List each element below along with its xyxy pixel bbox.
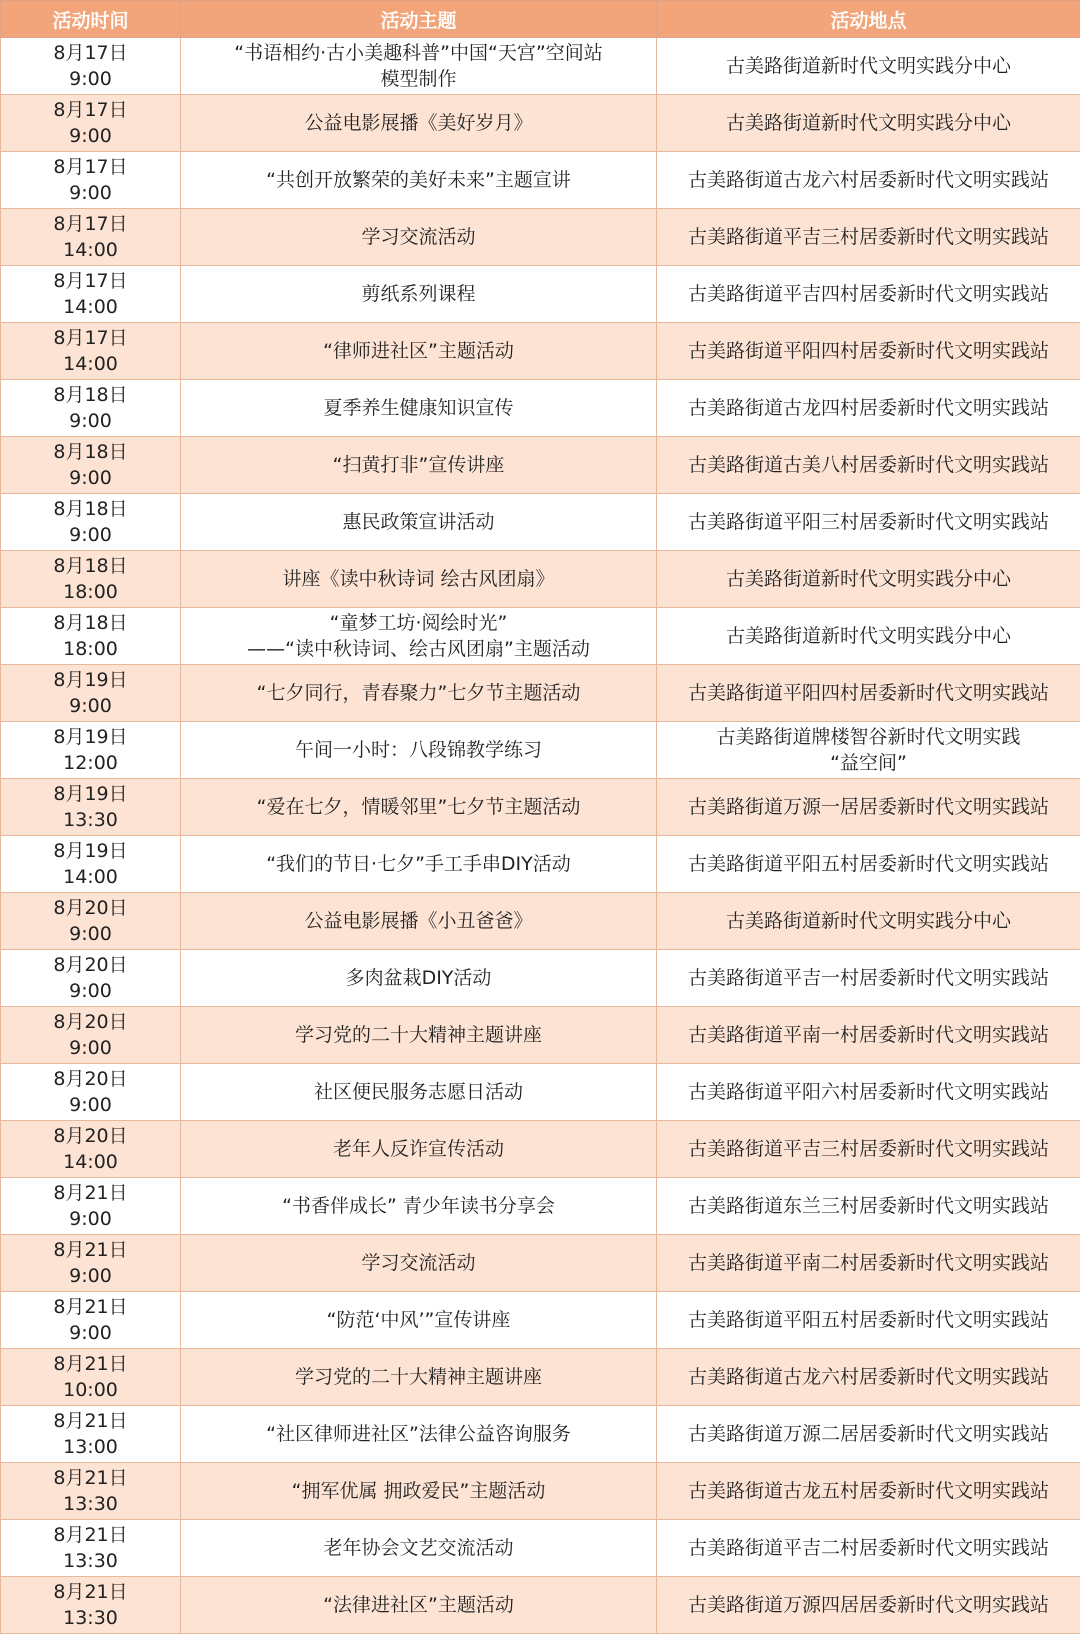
- cell-time: 8月21日 9:00: [1, 1235, 181, 1292]
- table-row: [1, 950, 1080, 1007]
- table-row: [1, 551, 1080, 608]
- cell-time: 8月18日 9:00: [1, 494, 181, 551]
- cell-place: 古美路街道古龙五村居委新时代文明实践站: [657, 1463, 1080, 1520]
- cell-time: 8月19日 14:00: [1, 836, 181, 893]
- cell-time: 8月18日 9:00: [1, 380, 181, 437]
- cell-topic: “爱在七夕，情暖邻里”七夕节主题活动: [181, 779, 657, 836]
- cell-topic: 学习党的二十大精神主题讲座: [181, 1007, 657, 1064]
- cell-time: 8月21日 10:00: [1, 1349, 181, 1406]
- table-row: [1, 1178, 1080, 1235]
- table-row: [1, 1349, 1080, 1406]
- cell-time: 8月17日 9:00: [1, 95, 181, 152]
- table-row: [1, 1292, 1080, 1349]
- cell-place: 古美路街道平吉三村居委新时代文明实践站: [657, 209, 1080, 266]
- cell-topic: 社区便民服务志愿日活动: [181, 1064, 657, 1121]
- cell-time: 8月18日 9:00: [1, 437, 181, 494]
- header-topic: 活动主题: [181, 1, 657, 38]
- cell-time: 8月20日 9:00: [1, 1064, 181, 1121]
- cell-topic: 讲座《读中秋诗词 绘古风团扇》: [181, 551, 657, 608]
- table-row: [1, 1007, 1080, 1064]
- table-header: [1, 1, 1080, 38]
- cell-topic: “书香伴成长” 青少年读书分享会: [181, 1178, 657, 1235]
- cell-place: 古美路街道平阳四村居委新时代文明实践站: [657, 665, 1080, 722]
- cell-topic: “法律进社区”主题活动: [181, 1577, 657, 1634]
- cell-time: 8月21日 9:00: [1, 1292, 181, 1349]
- cell-place: 古美路街道新时代文明实践分中心: [657, 551, 1080, 608]
- cell-place: 古美路街道古美八村居委新时代文明实践站: [657, 437, 1080, 494]
- cell-time: 8月18日 18:00: [1, 551, 181, 608]
- table-row: [1, 893, 1080, 950]
- cell-place: 古美路街道万源四居居委新时代文明实践站: [657, 1577, 1080, 1634]
- header-time: 活动时间: [1, 1, 181, 38]
- cell-topic: 学习交流活动: [181, 1235, 657, 1292]
- cell-time: 8月21日 13:30: [1, 1577, 181, 1634]
- cell-time: 8月18日 18:00: [1, 608, 181, 665]
- cell-topic: 学习党的二十大精神主题讲座: [181, 1349, 657, 1406]
- cell-place: 古美路街道平阳四村居委新时代文明实践站: [657, 323, 1080, 380]
- cell-topic: 公益电影展播《小丑爸爸》: [181, 893, 657, 950]
- table-row: [1, 266, 1080, 323]
- cell-topic: “七夕同行，青春聚力”七夕节主题活动: [181, 665, 657, 722]
- cell-time: 8月20日 9:00: [1, 950, 181, 1007]
- cell-topic: “社区律师进社区”法律公益咨询服务: [181, 1406, 657, 1463]
- cell-topic: “扫黄打非”宣传讲座: [181, 437, 657, 494]
- table-row: [1, 437, 1080, 494]
- cell-time: 8月19日 12:00: [1, 722, 181, 779]
- table-body: [1, 38, 1080, 1634]
- cell-place: 古美路街道新时代文明实践分中心: [657, 608, 1080, 665]
- cell-topic: 午间一小时：八段锦教学练习: [181, 722, 657, 779]
- cell-topic: “书语相约·古小美趣科普”中国“天宫”空间站 模型制作: [181, 38, 657, 95]
- cell-place: 古美路街道平阳五村居委新时代文明实践站: [657, 836, 1080, 893]
- cell-place: 古美路街道平吉二村居委新时代文明实践站: [657, 1520, 1080, 1577]
- cell-place: 古美路街道新时代文明实践分中心: [657, 95, 1080, 152]
- table-row: [1, 38, 1080, 95]
- cell-time: 8月19日 9:00: [1, 665, 181, 722]
- cell-place: 古美路街道平阳六村居委新时代文明实践站: [657, 1064, 1080, 1121]
- header-place: 活动地点: [657, 1, 1080, 38]
- table-row: [1, 722, 1080, 779]
- cell-time: 8月20日 9:00: [1, 893, 181, 950]
- cell-time: 8月21日 13:30: [1, 1520, 181, 1577]
- cell-topic: 老年协会文艺交流活动: [181, 1520, 657, 1577]
- cell-time: 8月17日 14:00: [1, 323, 181, 380]
- cell-place: 古美路街道平吉一村居委新时代文明实践站: [657, 950, 1080, 1007]
- cell-time: 8月17日 14:00: [1, 266, 181, 323]
- table-row: [1, 608, 1080, 665]
- cell-place: 古美路街道古龙四村居委新时代文明实践站: [657, 380, 1080, 437]
- table-row: [1, 665, 1080, 722]
- cell-topic: 惠民政策宣讲活动: [181, 494, 657, 551]
- cell-time: 8月17日 9:00: [1, 152, 181, 209]
- cell-place: 古美路街道平南二村居委新时代文明实践站: [657, 1235, 1080, 1292]
- cell-place: 古美路街道平阳三村居委新时代文明实践站: [657, 494, 1080, 551]
- cell-place: 古美路街道平南一村居委新时代文明实践站: [657, 1007, 1080, 1064]
- cell-topic: “拥军优属 拥政爱民”主题活动: [181, 1463, 657, 1520]
- table-row: [1, 380, 1080, 437]
- table-row: [1, 95, 1080, 152]
- table-row: [1, 1577, 1080, 1634]
- cell-topic: 学习交流活动: [181, 209, 657, 266]
- cell-time: 8月20日 9:00: [1, 1007, 181, 1064]
- table-row: [1, 1121, 1080, 1178]
- table-row: [1, 836, 1080, 893]
- cell-time: 8月19日 13:30: [1, 779, 181, 836]
- cell-topic: “童梦工坊·阅绘时光” ——“读中秋诗词、绘古风团扇”主题活动: [181, 608, 657, 665]
- cell-topic: 公益电影展播《美好岁月》: [181, 95, 657, 152]
- cell-time: 8月21日 13:30: [1, 1463, 181, 1520]
- cell-place: 古美路街道东兰三村居委新时代文明实践站: [657, 1178, 1080, 1235]
- cell-topic: “我们的节日·七夕”手工手串DIY活动: [181, 836, 657, 893]
- table-row: [1, 152, 1080, 209]
- cell-place: 古美路街道牌楼智谷新时代文明实践 “益空间”: [657, 722, 1080, 779]
- cell-place: 古美路街道平吉四村居委新时代文明实践站: [657, 266, 1080, 323]
- cell-topic: 多肉盆栽DIY活动: [181, 950, 657, 1007]
- table-row: [1, 209, 1080, 266]
- cell-topic: 剪纸系列课程: [181, 266, 657, 323]
- table-row: [1, 494, 1080, 551]
- cell-place: 古美路街道万源一居居委新时代文明实践站: [657, 779, 1080, 836]
- table-row: [1, 1064, 1080, 1121]
- cell-place: 古美路街道万源二居居委新时代文明实践站: [657, 1406, 1080, 1463]
- cell-topic: “共创开放繁荣的美好未来”主题宣讲: [181, 152, 657, 209]
- cell-time: 8月20日 14:00: [1, 1121, 181, 1178]
- cell-topic: 夏季养生健康知识宣传: [181, 380, 657, 437]
- cell-topic: “防范‘中风’”宣传讲座: [181, 1292, 657, 1349]
- cell-place: 古美路街道古龙六村居委新时代文明实践站: [657, 1349, 1080, 1406]
- cell-place: 古美路街道古龙六村居委新时代文明实践站: [657, 152, 1080, 209]
- cell-place: 古美路街道新时代文明实践分中心: [657, 893, 1080, 950]
- cell-time: 8月21日 13:00: [1, 1406, 181, 1463]
- cell-place: 古美路街道平吉三村居委新时代文明实践站: [657, 1121, 1080, 1178]
- table-row: [1, 1463, 1080, 1520]
- table-row: [1, 1235, 1080, 1292]
- header-row: [1, 1, 1080, 38]
- table-row: [1, 1406, 1080, 1463]
- cell-topic: 老年人反诈宣传活动: [181, 1121, 657, 1178]
- cell-place: 古美路街道新时代文明实践分中心: [657, 38, 1080, 95]
- cell-topic: “律师进社区”主题活动: [181, 323, 657, 380]
- table-row: [1, 323, 1080, 380]
- table-row: [1, 1520, 1080, 1577]
- cell-time: 8月21日 9:00: [1, 1178, 181, 1235]
- table-row: [1, 779, 1080, 836]
- cell-time: 8月17日 9:00: [1, 38, 181, 95]
- cell-place: 古美路街道平阳五村居委新时代文明实践站: [657, 1292, 1080, 1349]
- cell-time: 8月17日 14:00: [1, 209, 181, 266]
